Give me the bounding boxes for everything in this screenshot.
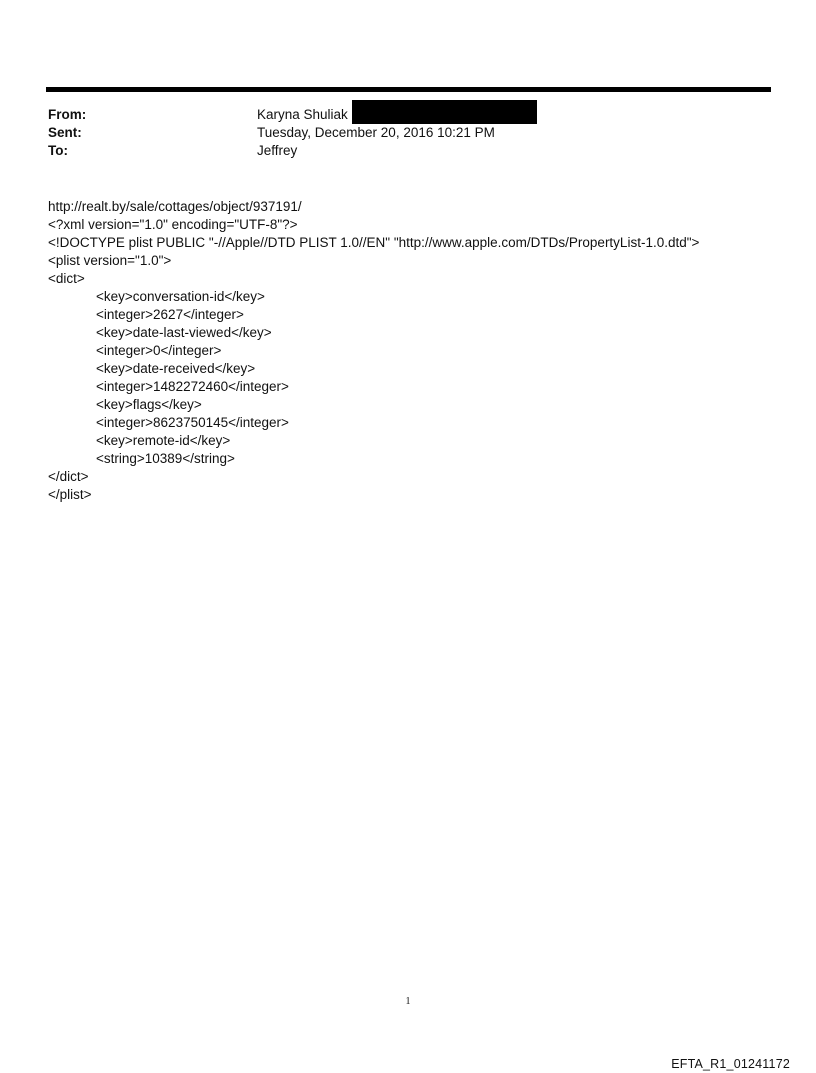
sent-value: Tuesday, December 20, 2016 10:21 PM — [257, 125, 495, 140]
body-line: </plist> — [48, 487, 92, 502]
body-line: <plist version="1.0"> — [48, 253, 172, 268]
body-line: <dict> — [48, 271, 85, 286]
page-number: 1 — [405, 996, 411, 1007]
body-line: <integer>1482272460</integer> — [96, 379, 289, 394]
to-label: To: — [48, 143, 68, 158]
body-line: <integer>8623750145</integer> — [96, 415, 289, 430]
email-body — [48, 198, 699, 504]
body-line: <key>date-last-viewed</key> — [96, 325, 272, 340]
body-line: <key>flags</key> — [96, 397, 202, 412]
body-line: <integer>0</integer> — [96, 343, 222, 358]
body-line: <!DOCTYPE plist PUBLIC "-//Apple//DTD PLIST 1.0//EN" "http://www.apple.com/DTDs/PropertyList-1.0.dtd"> — [48, 235, 700, 250]
sender-name: Karyna Shuliak — [257, 107, 348, 122]
body-line: <integer>2627</integer> — [96, 307, 244, 322]
from-label: From: — [48, 107, 87, 122]
body-line: </dict> — [48, 469, 89, 484]
body-line: <key>date-received</key> — [96, 361, 256, 376]
body-line: <string>10389</string> — [96, 451, 235, 466]
redaction-block — [352, 100, 537, 124]
header-divider — [46, 87, 771, 92]
body-line: <?xml version="1.0" encoding="UTF-8"?> — [48, 217, 298, 232]
bates-number: EFTA_R1_01241172 — [671, 1057, 790, 1071]
body-line: http://realt.by/sale/cottages/object/937191/ — [48, 199, 302, 214]
from-value — [257, 106, 537, 124]
body-line: <key>remote-id</key> — [96, 433, 231, 448]
sent-label: Sent: — [48, 125, 82, 140]
to-value: Jeffrey — [257, 143, 298, 158]
body-line: <key>conversation-id</key> — [96, 289, 265, 304]
